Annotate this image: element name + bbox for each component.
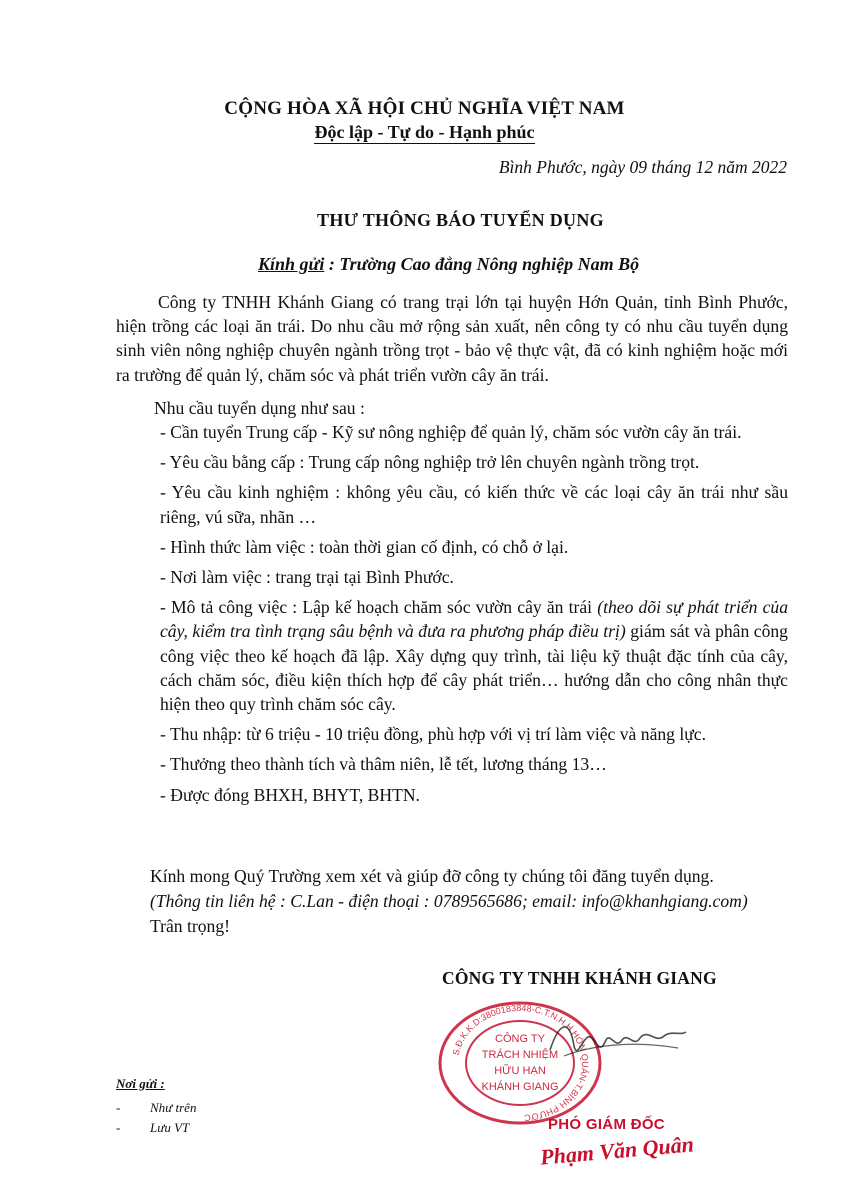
list-item: [116, 1098, 196, 1118]
stamp-line: CÔNG TY: [495, 1033, 545, 1045]
motto-text: Độc lập - Tự do - Hạnh phúc: [314, 122, 535, 142]
recipient-label: Kính gửi: [258, 254, 325, 274]
stamp-line: HỮU HẠN: [494, 1065, 546, 1077]
closing-block: [150, 864, 748, 939]
closing-request: Kính mong Quý Trường xem xét và giúp đỡ công ty chúng tôi đăng tuyển dụng.: [150, 866, 714, 886]
recipients-heading: Nơi gửi :: [116, 1076, 165, 1091]
recipient-item-label: Lưu VT: [150, 1120, 190, 1135]
recipients-list: [116, 1074, 196, 1138]
list-item: - Hình thức làm việc : toàn thời gian cố định, có chỗ ở lại.: [160, 536, 569, 557]
closing-regards: Trân trọng!: [150, 916, 230, 936]
bullet: -: [116, 1100, 121, 1115]
recipient-item-label: Như trên: [150, 1100, 197, 1115]
stamp-line: TRÁCH NHIỆM: [481, 1049, 559, 1061]
stamp-ring-text: S.Đ.K.K.D:3800183848-C.T.N.H.H HỚN QUẢN-T.BÌNH PHƯỚC: [450, 1002, 591, 1123]
contact-info: (Thông tin liên hệ : C.Lan - điện thoại : 0789565686; email: info@khanhgiang.com): [150, 891, 748, 911]
list-item: - Được đóng BHXH, BHYT, BHTN.: [160, 784, 420, 805]
list-item: - Cần tuyển Trung cấp - Kỹ sư nông nghiệp để quản lý, chăm sóc vườn cây ăn trái.: [160, 422, 742, 443]
job-description-item: [160, 595, 788, 716]
letter-body: [116, 290, 788, 813]
national-motto: [0, 122, 849, 143]
job-description-italic: (theo dõi sự phát triển của cây, kiểm tra tình trạng sâu bệnh và đưa ra phương pháp điều trị): [160, 597, 789, 642]
signer-name: Phạm Văn Quân: [539, 1131, 695, 1170]
list-item: - Thưởng theo thành tích và thâm niên, lễ tết, lương tháng 13…: [160, 754, 607, 775]
list-item: - Nơi làm việc : trang trại tại Bình Phước.: [160, 567, 454, 588]
dateline: Bình Phước, ngày 09 tháng 12 năm 2022: [498, 157, 787, 177]
list-item: - Yêu cầu kinh nghiệm : không yêu cầu, có kiến thức về các loại cây ăn trái như sầu riêng, vú sữa, nhãn …: [160, 482, 788, 527]
signer-position: PHÓ GIÁM ĐỐC: [548, 1116, 665, 1133]
intro-paragraph: Công ty TNHH Khánh Giang có trang trại lớn tại huyện Hớn Quản, tỉnh Bình Phước, hiện trồng các loại ăn trái. Do nhu cầu mở rộng sản xuất, nên công ty có nhu cầu tuyển dụng sinh viên nông nghiệp chuyên ngành trồng trọt - bảo vệ thực vật, đã có kinh nghiệm hoặc mới ra trường để quản lý, chăm sóc và phát triển vườn cây ăn trái.: [116, 292, 788, 385]
bullet: -: [116, 1120, 121, 1135]
recipient-name: : Trường Cao đẳng Nông nghiệp Nam Bộ: [328, 254, 640, 274]
job-description-rest: giám sát và phân công công việc theo kế hoạch đã lập. Xây dựng quy trình, tài liệu kỹ thuật đặc tính của cây, cách chăm sóc, điều kiện thích hợp để cây phát triển… hướng dẫn cho công nhân thực hiện theo quy trình chăm sóc cây.: [160, 621, 788, 715]
document-title: THƯ THÔNG BÁO TUYỂN DỤNG: [317, 210, 604, 230]
list-item: - Yêu cầu bằng cấp : Trung cấp nông nghiệp trở lên chuyên ngành trồng trọt.: [160, 452, 700, 473]
list-item: [116, 1118, 196, 1138]
company-name: CÔNG TY TNHH KHÁNH GIANG: [442, 968, 717, 988]
recipient-line: [258, 254, 639, 275]
national-title: CỘNG HÒA XÃ HỘI CHỦ NGHĨA VIỆT NAM: [224, 98, 625, 119]
stamp-line: KHÁNH GIANG: [481, 1081, 559, 1093]
needs-heading: Nhu cầu tuyển dụng như sau :: [154, 397, 365, 418]
list-item: - Thu nhập: từ 6 triệu - 10 triệu đồng, phù hợp với vị trí làm việc và năng lực.: [160, 724, 706, 745]
handwritten-signature-icon: [540, 1010, 690, 1070]
job-description-lead: - Mô tả công việc : Lập kế hoạch chăm sóc vườn cây ăn trái: [160, 597, 598, 618]
